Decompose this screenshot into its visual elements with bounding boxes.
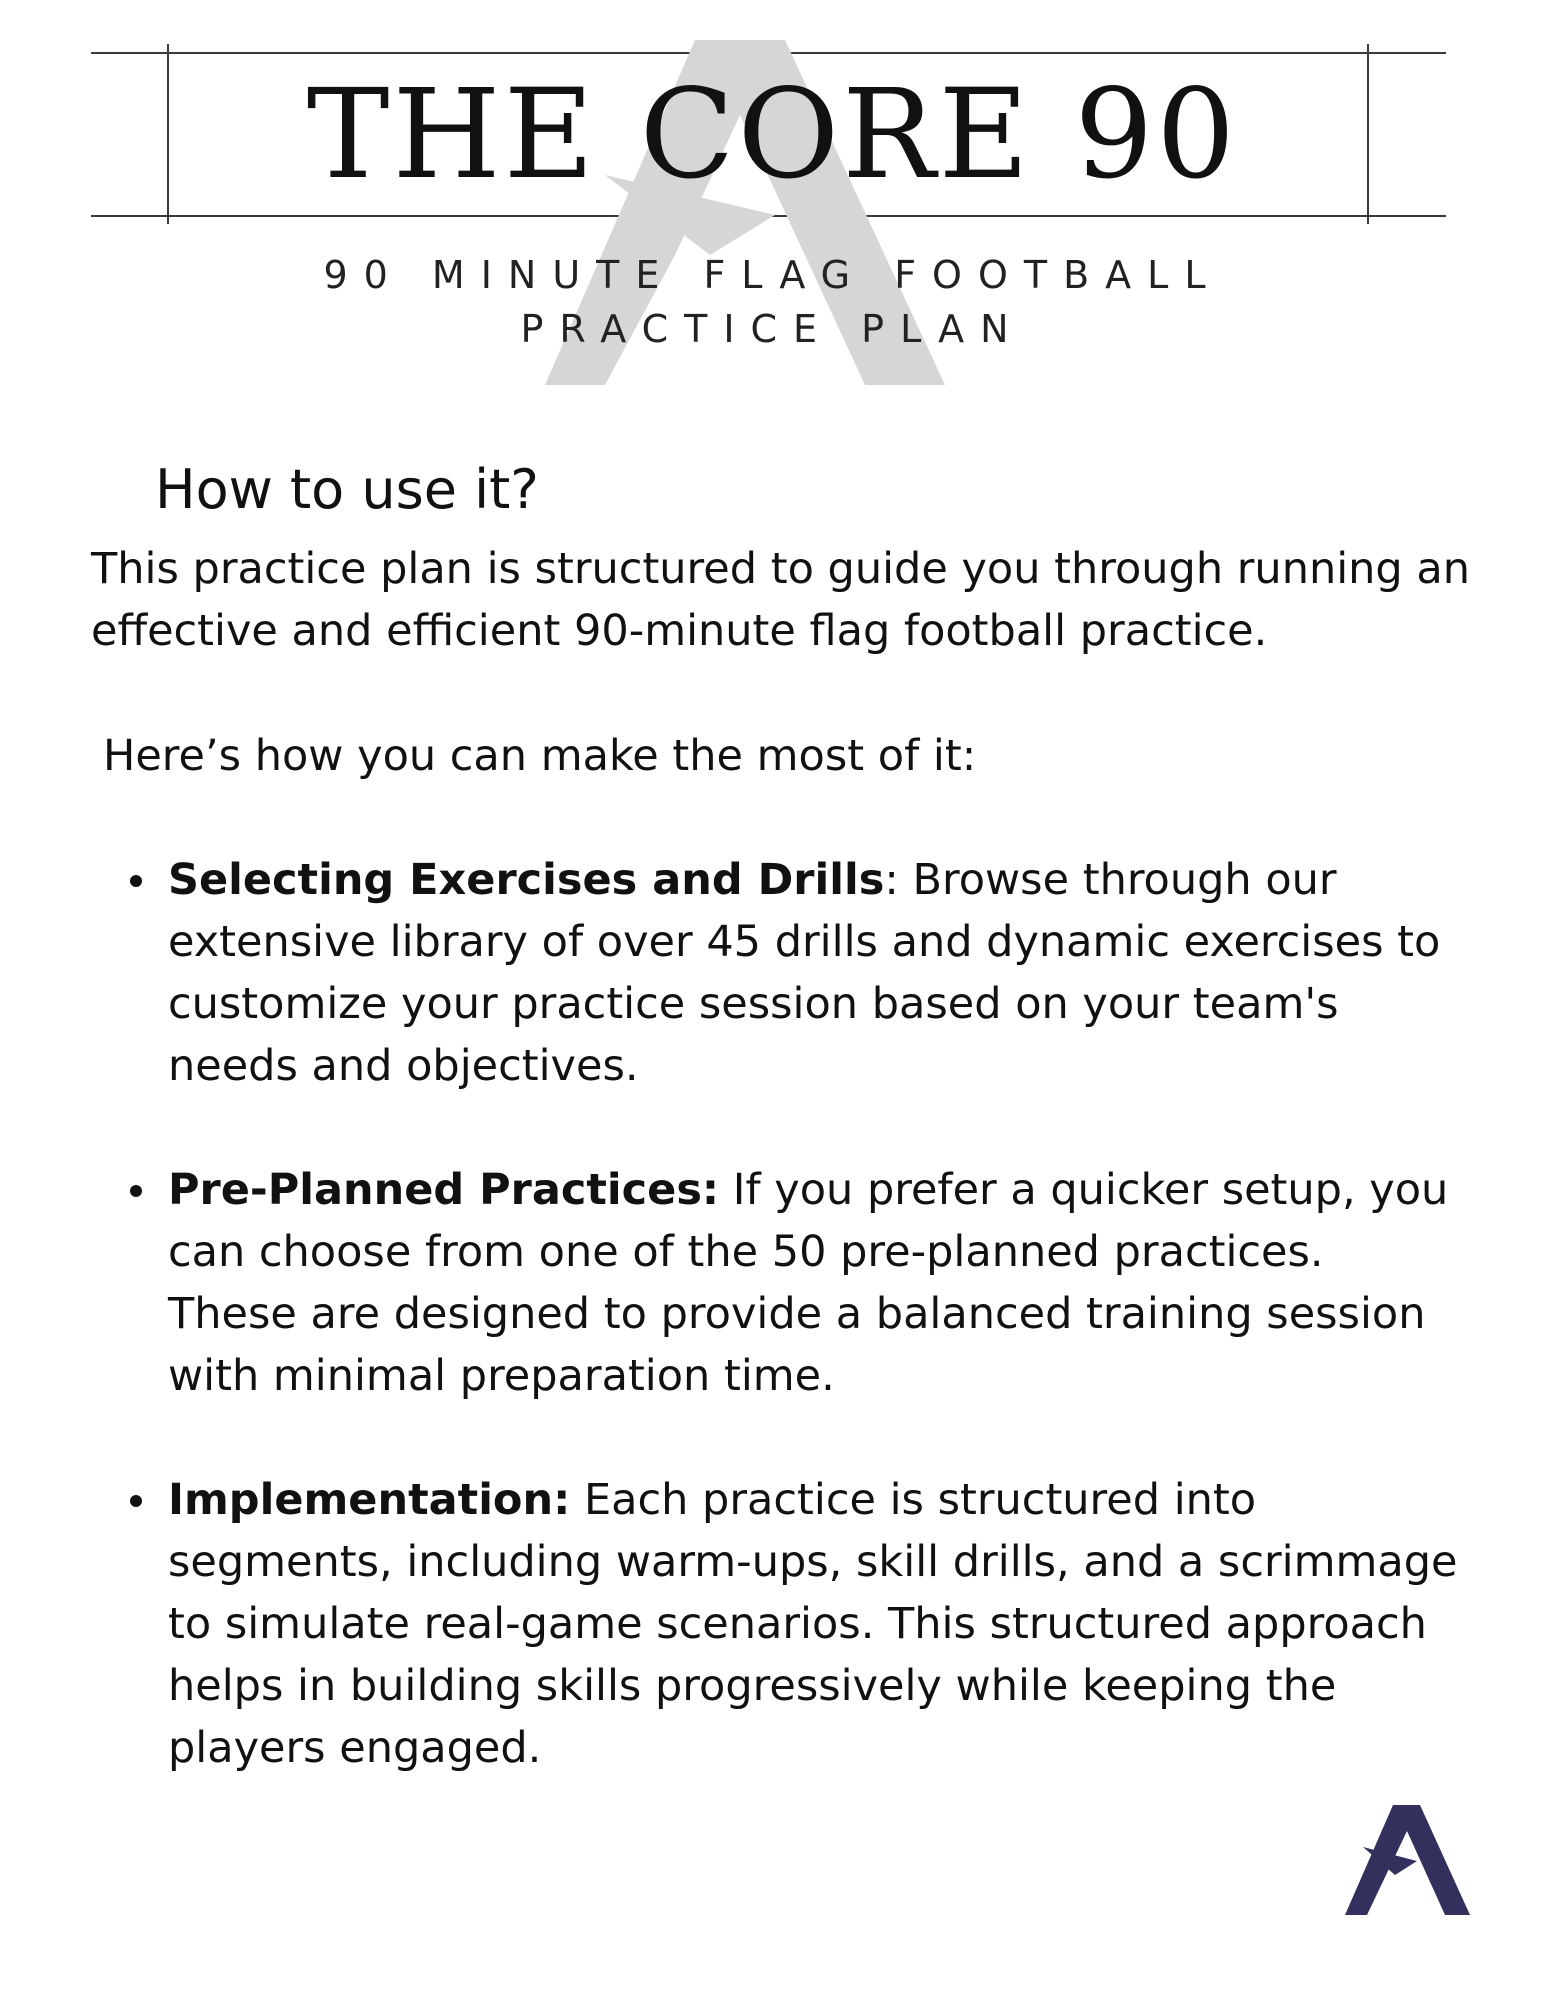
footer-a-logo-icon — [1345, 1805, 1470, 1915]
bullet-term: Pre-Planned Practices: — [168, 1165, 720, 1215]
bullet-item-pre-planned — [168, 1159, 1458, 1407]
bullet-item-selecting-drills — [168, 849, 1458, 1097]
subtitle-line-2: PRACTICE PLAN — [520, 307, 1025, 351]
bullet-text: : Browse through our extensive library of over 45 drills and dynamic exercises to customize your practice session based on your team's needs and objectives. — [168, 855, 1441, 1091]
bullet-term: Selecting Exercises and Drills — [168, 855, 885, 905]
bullet-dot — [130, 1185, 142, 1197]
bullet-item-implementation — [168, 1469, 1458, 1779]
subtitle-line-1: 90 MINUTE FLAG FOOTBALL — [323, 253, 1222, 297]
bullet-dot — [130, 1495, 142, 1507]
bullet-term: Implementation: — [168, 1475, 571, 1525]
page-subtitle — [0, 248, 1545, 356]
lead-sentence: Here’s how you can make the most of it: — [103, 731, 977, 781]
page-title: THE CORE 90 — [306, 63, 1239, 207]
intro-paragraph: This practice plan is structured to guide you through running an effective and efficient 90-minute flag football practice. — [91, 544, 1470, 656]
bullet-text: If you prefer a quicker setup, you can choose from one of the 50 pre-planned practices. These are designed to provide a balanced training session with minimal preparation time. — [168, 1165, 1449, 1401]
section-heading: How to use it? — [155, 458, 539, 521]
bullet-text: Each practice is structured into segments, including warm-ups, skill drills, and a scrimmage to simulate real-game scenarios. This structured approach helps in building skills progressively while keeping the players engaged. — [168, 1475, 1458, 1773]
bullet-dot — [130, 875, 142, 887]
